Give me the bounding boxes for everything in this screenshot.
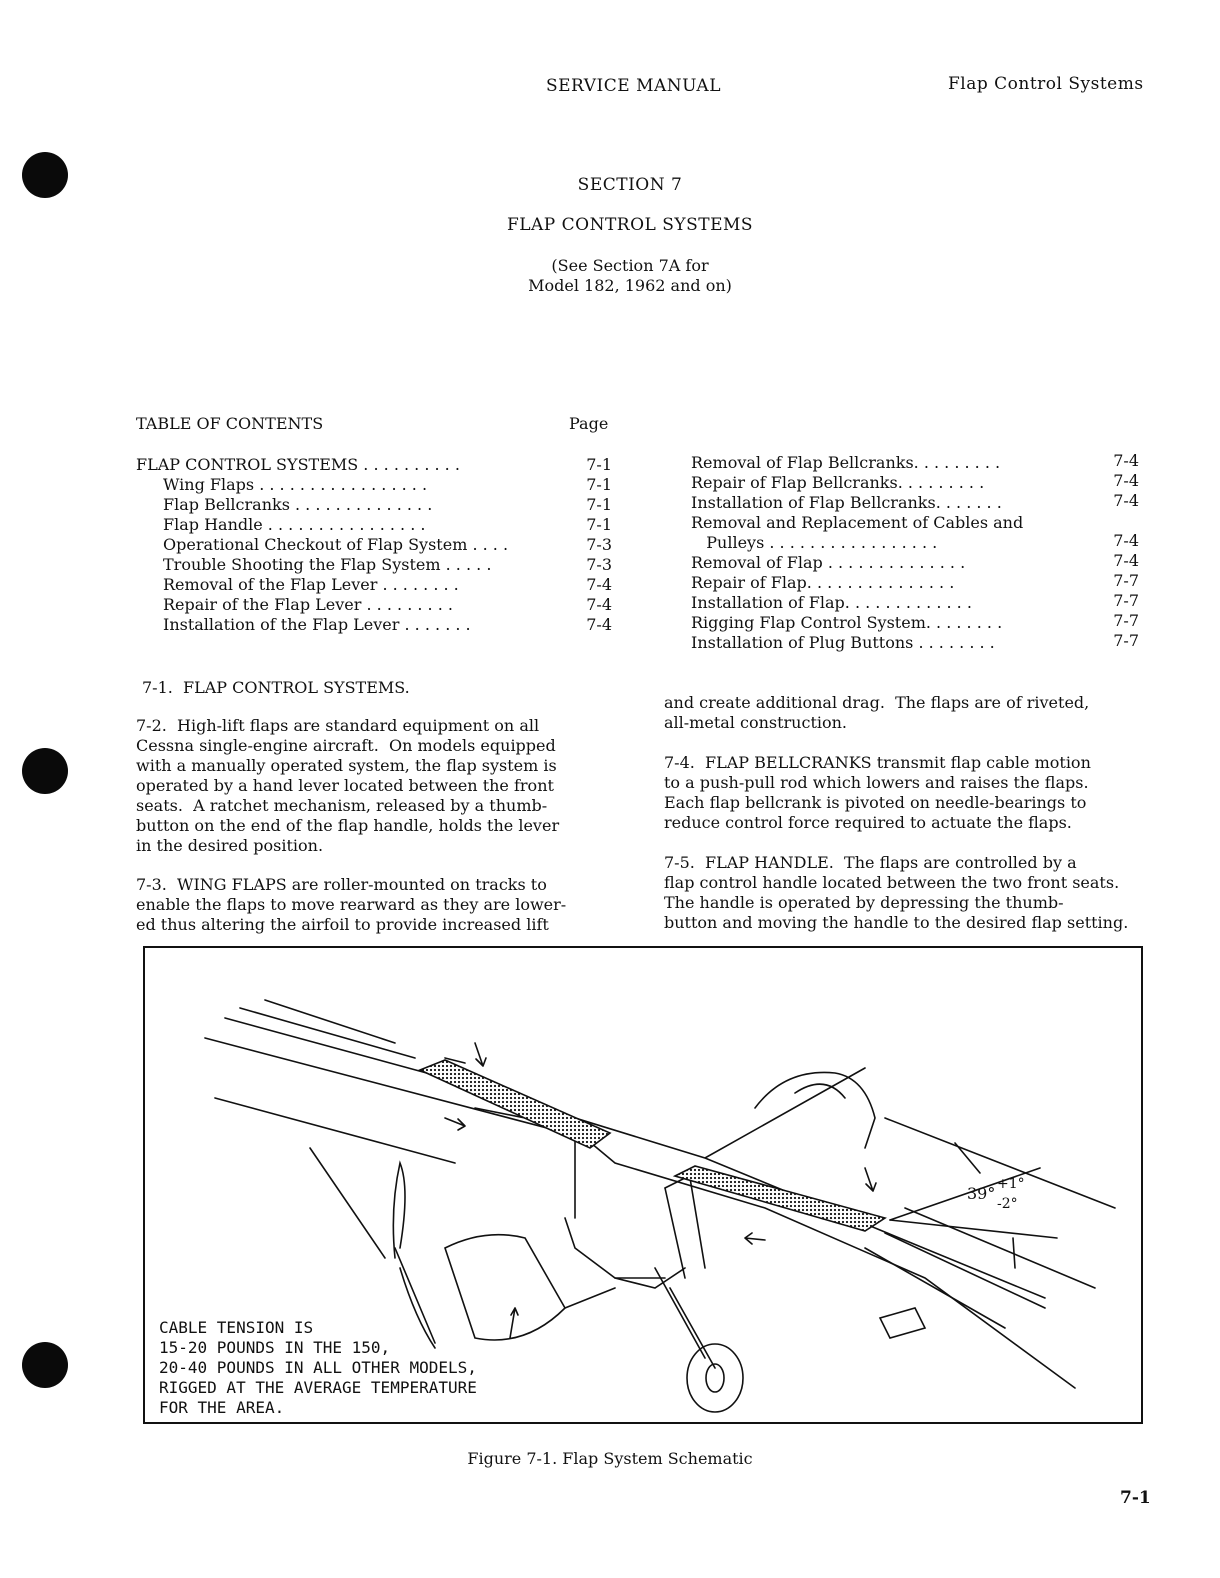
direction-arrow — [475, 1043, 486, 1066]
left-flap — [420, 1060, 610, 1148]
toc-entry-page: 7-4 — [1113, 551, 1139, 570]
toc-entry[interactable]: Removal of the Flap Lever . . . . . . . . — [163, 575, 459, 594]
angle-flap-line — [890, 1220, 1057, 1238]
punch-hole-bottom — [22, 1342, 68, 1388]
toc-entry-page: 7-3 — [586, 555, 612, 574]
toc-entry-page: 7-1 — [586, 475, 612, 494]
angle-base: 39° — [967, 1184, 996, 1203]
text-line: reduce control force required to actuate the flaps. — [664, 813, 1072, 832]
toc-entry[interactable]: Repair of Flap. . . . . . . . . . . . . . . — [691, 573, 955, 592]
text-line: Each flap bellcrank is pivoted on needle-bearings to — [664, 793, 1087, 812]
toc-entry-page: 7-3 — [586, 535, 612, 554]
toc-entry[interactable]: Rigging Flap Control System. . . . . . . . — [691, 613, 1003, 632]
text-line: with a manually operated system, the flap system is — [136, 756, 557, 775]
toc-entry[interactable]: Trouble Shooting the Flap System . . . . . — [163, 555, 492, 574]
paragraph-7-1-heading: 7-1. FLAP CONTROL SYSTEMS. — [142, 678, 410, 697]
right-control-cable — [665, 1178, 705, 1278]
running-header-chapter: Flap Control Systems — [948, 74, 1144, 94]
toc-entry[interactable]: Removal of Flap Bellcranks. . . . . . . . . — [691, 453, 1001, 472]
main-gear-leg — [655, 1268, 715, 1368]
figure-frame — [143, 946, 1143, 1424]
section-title: FLAP CONTROL SYSTEMS — [506, 215, 754, 235]
toc-entry-page: 7-4 — [1113, 531, 1139, 550]
toc-entry-page: 7-4 — [586, 615, 612, 634]
angle-arrow-upper — [955, 1143, 980, 1173]
punch-hole-top — [22, 152, 68, 198]
toc-entry-page: 7-4 — [586, 595, 612, 614]
figure-caption: Figure 7-1. Flap System Schematic — [467, 1449, 753, 1468]
toc-entry-page: 7-7 — [1113, 571, 1139, 590]
text-line: 7-3. WING FLAPS are roller-mounted on tracks to — [136, 875, 547, 894]
toc-page-heading: Page — [569, 414, 609, 433]
cable-tension-note-line: 20-40 POUNDS IN ALL OTHER MODELS, — [159, 1358, 477, 1377]
cable-tension-note-line: 15-20 POUNDS IN THE 150, — [159, 1338, 391, 1357]
direction-arrow — [745, 1233, 765, 1244]
toc-entry[interactable]: Removal and Replacement of Cables and — [691, 513, 1024, 532]
text-line: button on the end of the flap handle, holds the lever — [136, 816, 560, 835]
toc-entry[interactable]: Operational Checkout of Flap System . . . . — [163, 535, 509, 554]
toc-entry[interactable]: Pulleys . . . . . . . . . . . . . . . . . — [691, 533, 938, 552]
toc-entry-page: 7-4 — [586, 575, 612, 594]
text-line: Cessna single-engine aircraft. On models equipped — [136, 736, 556, 755]
toc-entry-page: 7-4 — [1113, 451, 1139, 470]
cabin-outline — [755, 1072, 875, 1148]
text-line: enable the flaps to move rearward as they are lower- — [136, 895, 567, 914]
page-number: 7-1 — [1120, 1488, 1151, 1508]
engine-cowl — [445, 1235, 565, 1340]
toc-entry[interactable]: FLAP CONTROL SYSTEMS . . . . . . . . . . — [136, 455, 460, 474]
text-line: and create additional drag. The flaps are of riveted, — [664, 693, 1090, 712]
toc-entry-page: 7-1 — [586, 495, 612, 514]
toc-entry-page: 7-4 — [1113, 471, 1139, 490]
cable-tension-note-line: CABLE TENSION IS — [159, 1318, 314, 1337]
direction-arrow — [865, 1168, 876, 1191]
section-note-line1: (See Section 7A for — [551, 256, 709, 275]
flap-angle-minus: -2° — [997, 1196, 1018, 1212]
cable-tension-note-line: FOR THE AREA. — [159, 1398, 285, 1417]
toc-entry[interactable]: Installation of Flap Bellcranks. . . . . . . — [691, 493, 1002, 512]
toc-entry[interactable]: Installation of the Flap Lever . . . . . . . — [163, 615, 471, 634]
direction-arrow — [510, 1308, 518, 1338]
section-number: SECTION 7 — [577, 175, 683, 195]
flap-angle-label — [967, 1184, 995, 1203]
cable-tension-note-line: RIGGED AT THE AVERAGE TEMPERATURE — [159, 1378, 477, 1397]
text-line: ed thus altering the airfoil to provide increased lift — [136, 915, 549, 934]
text-line: seats. A ratchet mechanism, released by a thumb- — [136, 796, 548, 815]
right-flap — [675, 1166, 885, 1231]
direction-arrow — [445, 1118, 465, 1130]
right-wing-outline — [865, 1118, 1115, 1328]
left-wing-lower-line — [215, 1098, 455, 1163]
text-line: operated by a hand lever located between the front — [136, 776, 554, 795]
toc-entry-page: 7-1 — [586, 455, 612, 474]
text-line: button and moving the handle to the desired flap setting. — [664, 913, 1129, 932]
punch-hole-middle — [22, 748, 68, 794]
toc-heading: TABLE OF CONTENTS — [136, 414, 324, 433]
toc-entry[interactable]: Repair of Flap Bellcranks. . . . . . . . . — [691, 473, 985, 492]
main-wheel — [687, 1344, 743, 1412]
toc-entry-page: 7-7 — [1113, 631, 1139, 650]
section-note-line2: Model 182, 1962 and on) — [528, 276, 732, 295]
flap-angle-plus: +1° — [997, 1176, 1025, 1192]
push-pull-rod — [565, 1278, 665, 1308]
text-line: 7-2. High-lift flaps are standard equipment on all — [136, 716, 540, 735]
angle-arrow-lower — [1013, 1238, 1015, 1268]
toc-entry[interactable]: Removal of Flap . . . . . . . . . . . . . . — [691, 553, 966, 572]
text-line: The handle is operated by depressing the thumb- — [664, 893, 1064, 912]
toc-entry[interactable]: Installation of Flap. . . . . . . . . . . . . — [691, 593, 972, 612]
toc-entry-page: 7-7 — [1113, 591, 1139, 610]
text-line: 7-4. FLAP BELLCRANKS transmit flap cable motion — [664, 753, 1091, 772]
text-line: in the desired position. — [136, 836, 324, 855]
toc-entry[interactable]: Flap Handle . . . . . . . . . . . . . . . . — [163, 515, 426, 534]
toc-entry[interactable]: Repair of the Flap Lever . . . . . . . . . — [163, 595, 453, 614]
access-panel — [880, 1308, 925, 1338]
propeller-blade — [393, 1163, 435, 1348]
toc-entry[interactable]: Flap Bellcranks . . . . . . . . . . . . . . — [163, 495, 433, 514]
toc-entry[interactable]: Installation of Plug Buttons . . . . . . . . — [691, 633, 995, 652]
running-header-title: SERVICE MANUAL — [546, 76, 721, 96]
toc-entry-page: 7-7 — [1113, 611, 1139, 630]
text-line: flap control handle located between the two front seats. — [664, 873, 1120, 892]
toc-entry-page: 7-1 — [586, 515, 612, 534]
toc-entry-page: 7-4 — [1113, 491, 1139, 510]
text-line: to a push-pull rod which lowers and raises the flaps. — [664, 773, 1089, 792]
text-line: all-metal construction. — [664, 713, 848, 732]
toc-entry[interactable]: Wing Flaps . . . . . . . . . . . . . . . . . — [163, 475, 428, 494]
text-line: 7-5. FLAP HANDLE. The flaps are controlled by a — [664, 853, 1077, 872]
